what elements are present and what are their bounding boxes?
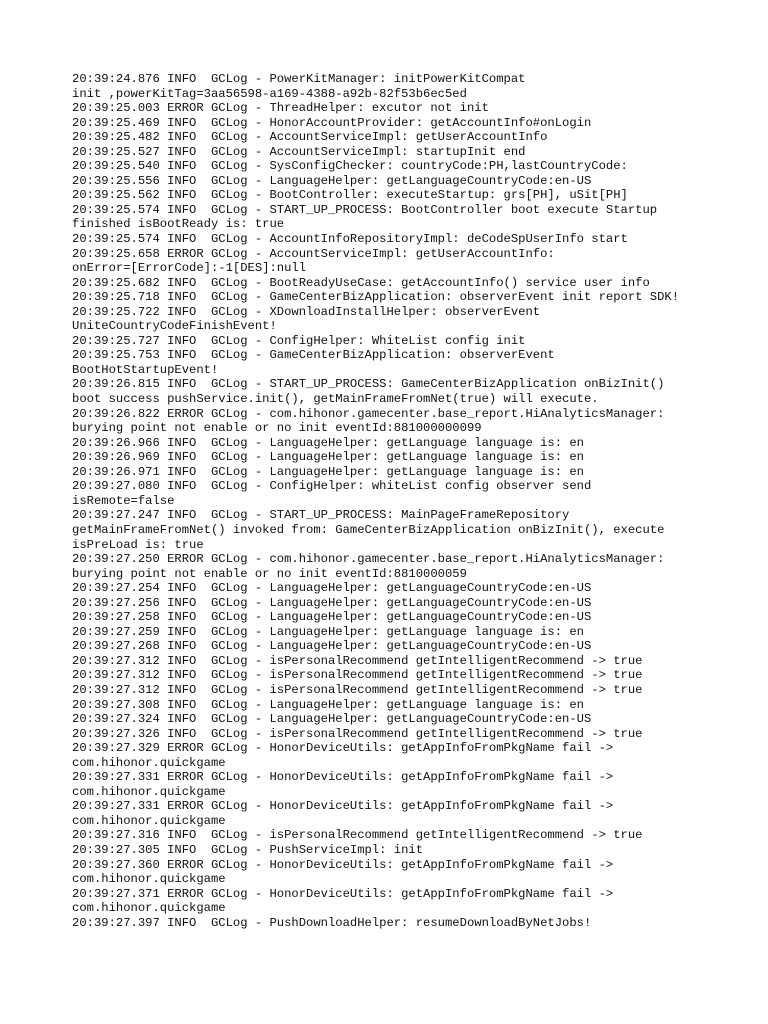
log-line: 20:39:27.312 INFO GCLog - isPersonalRecommend getIntelligentRecommend -> true [72, 682, 643, 697]
log-line: 20:39:25.469 INFO GCLog - HonorAccountProvider: getAccountInfo#onLogin [72, 115, 592, 130]
log-line: 20:39:27.326 INFO GCLog - isPersonalRecommend getIntelligentRecommend -> true [72, 726, 643, 741]
log-line: 20:39:25.556 INFO GCLog - LanguageHelper: getLanguageCountryCode:en-US [72, 173, 592, 188]
log-line: 20:39:25.722 INFO GCLog - XDownloadInstallHelper: observerEvent [72, 304, 541, 319]
log-line: 20:39:27.254 INFO GCLog - LanguageHelper: getLanguageCountryCode:en-US [72, 581, 592, 596]
log-line: 20:39:25.682 INFO GCLog - BootReadyUseCase: getAccountInfo() service user info [72, 275, 650, 290]
log-line: 20:39:27.258 INFO GCLog - LanguageHelper: getLanguageCountryCode:en-US [72, 610, 592, 625]
log-line: 20:39:27.371 ERROR GCLog - HonorDeviceUtils: getAppInfoFromPkgName fail -> [72, 886, 614, 901]
log-line: 20:39:26.822 ERROR GCLog - com.hihonor.gamecenter.base_report.HiAnalyticsManager: [72, 406, 665, 421]
log-line: 20:39:25.753 INFO GCLog - GameCenterBizApplication: observerEvent [72, 348, 555, 363]
log-line: 20:39:27.329 ERROR GCLog - HonorDeviceUtils: getAppInfoFromPkgName fail -> [72, 741, 614, 756]
log-line: 20:39:25.718 INFO GCLog - GameCenterBizApplication: observerEvent init report SDK! [72, 290, 680, 305]
log-line: com.hihonor.quickgame [72, 872, 226, 887]
log-line: 20:39:25.562 INFO GCLog - BootController: executeStartup: grs[PH], uSit[PH] [72, 188, 628, 203]
log-line: BootHotStartupEvent! [72, 362, 219, 377]
log-line: 20:39:25.003 ERROR GCLog - ThreadHelper: excutor not init [72, 101, 489, 116]
log-line: finished isBootReady is: true [72, 217, 285, 232]
log-line: 20:39:27.312 INFO GCLog - isPersonalRecommend getIntelligentRecommend -> true [72, 653, 643, 668]
log-line: com.hihonor.quickgame [72, 755, 226, 770]
log-line: 20:39:27.247 INFO GCLog - START_UP_PROCESS: MainPageFrameRepository [72, 508, 570, 523]
log-line: com.hihonor.quickgame [72, 813, 226, 828]
log-line: 20:39:24.876 INFO GCLog - PowerKitManager: initPowerKitCompat [72, 72, 526, 86]
log-line: 20:39:27.312 INFO GCLog - isPersonalRecommend getIntelligentRecommend -> true [72, 668, 643, 683]
log-line: getMainFrameFromNet() invoked from: GameCenterBizApplication onBizInit(), execute [72, 522, 665, 537]
log-line: 20:39:27.256 INFO GCLog - LanguageHelper: getLanguageCountryCode:en-US [72, 595, 592, 610]
log-line: 20:39:27.316 INFO GCLog - isPersonalRecommend getIntelligentRecommend -> true [72, 828, 643, 843]
log-line: 20:39:27.397 INFO GCLog - PushDownloadHelper: resumeDownloadByNetJobs! [72, 915, 592, 930]
log-line: 20:39:25.574 INFO GCLog - START_UP_PROCESS: BootController boot execute Startup [72, 202, 658, 217]
log-line: onError=[ErrorCode]:-1[DES]:null [72, 261, 307, 276]
log-line: com.hihonor.quickgame [72, 901, 226, 916]
log-line: 20:39:26.966 INFO GCLog - LanguageHelper: getLanguage language is: en [72, 435, 584, 450]
log-line: UniteCountryCodeFinishEvent! [72, 319, 277, 334]
log-line: 20:39:25.482 INFO GCLog - AccountServiceImpl: getUserAccountInfo [72, 130, 548, 145]
log-line: burying point not enable or no init eventId:8810000059 [72, 566, 467, 581]
log-line: 20:39:25.658 ERROR GCLog - AccountServiceImpl: getUserAccountInfo: [72, 246, 555, 261]
log-line: isRemote=false [72, 493, 175, 508]
log-line: init ,powerKitTag=3aa56598-a169-4388-a92b-82f53b6ec5ed [72, 86, 467, 101]
log-line: 20:39:27.080 INFO GCLog - ConfigHelper: whiteList config observer send [72, 479, 592, 494]
log-line: 20:39:27.308 INFO GCLog - LanguageHelper: getLanguage language is: en [72, 697, 584, 712]
log-text-block [72, 72, 712, 930]
log-line: 20:39:27.360 ERROR GCLog - HonorDeviceUtils: getAppInfoFromPkgName fail -> [72, 857, 614, 872]
log-line: 20:39:27.259 INFO GCLog - LanguageHelper: getLanguage language is: en [72, 624, 584, 639]
log-line: com.hihonor.quickgame [72, 784, 226, 799]
log-line: 20:39:27.331 ERROR GCLog - HonorDeviceUtils: getAppInfoFromPkgName fail -> [72, 770, 614, 785]
log-line: 20:39:25.727 INFO GCLog - ConfigHelper: WhiteList config init [72, 333, 526, 348]
log-line: 20:39:27.331 ERROR GCLog - HonorDeviceUtils: getAppInfoFromPkgName fail -> [72, 799, 614, 814]
log-line: 20:39:27.268 INFO GCLog - LanguageHelper: getLanguageCountryCode:en-US [72, 639, 592, 654]
log-line: 20:39:26.815 INFO GCLog - START_UP_PROCESS: GameCenterBizApplication onBizInit() [72, 377, 665, 392]
log-line: isPreLoad is: true [72, 537, 204, 552]
log-line: 20:39:26.971 INFO GCLog - LanguageHelper: getLanguage language is: en [72, 464, 584, 479]
log-line: 20:39:27.305 INFO GCLog - PushServiceImpl: init [72, 842, 424, 857]
log-line: burying point not enable or no init eventId:881000000099 [72, 421, 482, 436]
log-line: 20:39:25.527 INFO GCLog - AccountServiceImpl: startupInit end [72, 144, 526, 159]
log-line: 20:39:27.250 ERROR GCLog - com.hihonor.gamecenter.base_report.HiAnalyticsManager: [72, 552, 665, 567]
log-line: boot success pushService.init(), getMainFrameFromNet(true) will execute. [72, 392, 599, 407]
log-line: 20:39:27.324 INFO GCLog - LanguageHelper: getLanguageCountryCode:en-US [72, 712, 592, 727]
log-line: 20:39:25.540 INFO GCLog - SysConfigChecker: countryCode:PH,lastCountryCode: [72, 159, 628, 174]
log-line: 20:39:26.969 INFO GCLog - LanguageHelper: getLanguage language is: en [72, 450, 584, 465]
log-line: 20:39:25.574 INFO GCLog - AccountInfoRepositoryImpl: deCodeSpUserInfo start [72, 232, 628, 247]
